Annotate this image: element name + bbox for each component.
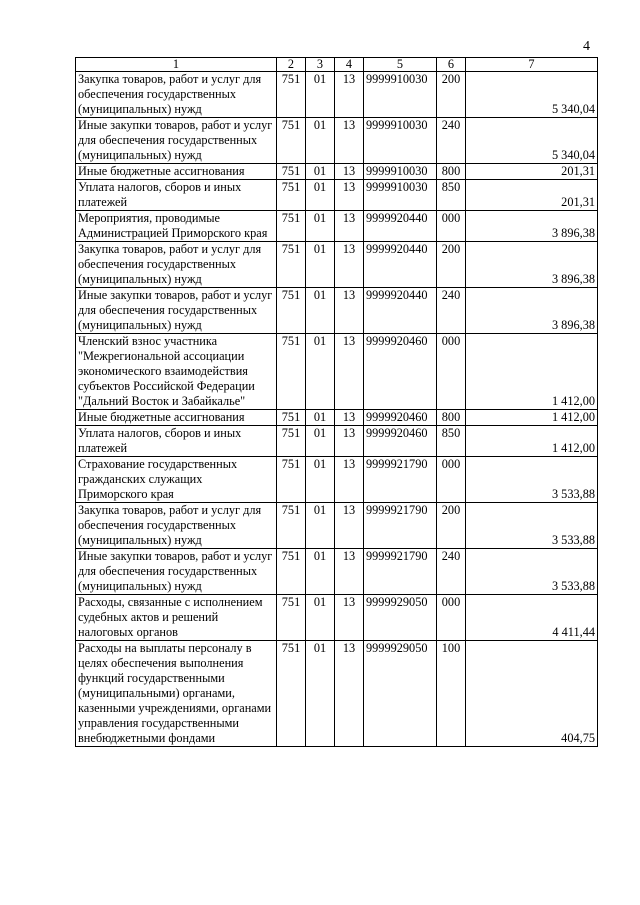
target-item-code-cell: 9999921790 xyxy=(364,549,437,595)
subsection-code-cell: 13 xyxy=(335,288,364,334)
section-code-cell: 01 xyxy=(306,211,335,242)
subsection-code-cell: 13 xyxy=(335,72,364,118)
section-code-cell: 01 xyxy=(306,72,335,118)
subsection-code-cell: 13 xyxy=(335,118,364,164)
table-row xyxy=(76,426,598,457)
section-code-cell: 01 xyxy=(306,549,335,595)
ministry-code-cell: 751 xyxy=(277,118,306,164)
column-header: 5 xyxy=(364,58,437,72)
ministry-code-cell: 751 xyxy=(277,180,306,211)
subsection-code-cell: 13 xyxy=(335,457,364,503)
expense-type-code-cell: 800 xyxy=(437,164,466,180)
ministry-code-cell: 751 xyxy=(277,211,306,242)
expense-name-cell: Иные закупки товаров, работ и услуг для обеспечения государственных (муниципальных) нужд xyxy=(76,288,277,334)
ministry-code-cell: 751 xyxy=(277,426,306,457)
subsection-code-cell: 13 xyxy=(335,211,364,242)
expense-type-code-cell: 100 xyxy=(437,641,466,747)
target-item-code-cell: 9999910030 xyxy=(364,72,437,118)
amount-cell: 201,31 xyxy=(466,164,598,180)
subsection-code-cell: 13 xyxy=(335,595,364,641)
amount-cell: 1 412,00 xyxy=(466,426,598,457)
ministry-code-cell: 751 xyxy=(277,242,306,288)
ministry-code-cell: 751 xyxy=(277,457,306,503)
expense-type-code-cell: 200 xyxy=(437,242,466,288)
section-code-cell: 01 xyxy=(306,164,335,180)
section-code-cell: 01 xyxy=(306,118,335,164)
amount-cell: 3 533,88 xyxy=(466,503,598,549)
table-row xyxy=(76,164,598,180)
expense-name-cell: Иные бюджетные ассигнования xyxy=(76,410,277,426)
target-item-code-cell: 9999910030 xyxy=(364,118,437,164)
expense-name-cell: Членский взнос участника "Межрегиональной ассоциации экономического взаимодействия субъектов Российской Федерации "Дальний Восток и Забайкалье" xyxy=(76,334,277,410)
target-item-code-cell: 9999920440 xyxy=(364,288,437,334)
table-row xyxy=(76,457,598,503)
ministry-code-cell: 751 xyxy=(277,334,306,410)
target-item-code-cell: 9999921790 xyxy=(364,503,437,549)
section-code-cell: 01 xyxy=(306,641,335,747)
section-code-cell: 01 xyxy=(306,426,335,457)
expense-type-code-cell: 000 xyxy=(437,334,466,410)
table-row xyxy=(76,180,598,211)
ministry-code-cell: 751 xyxy=(277,72,306,118)
table-row xyxy=(76,641,598,747)
amount-cell: 404,75 xyxy=(466,641,598,747)
subsection-code-cell: 13 xyxy=(335,164,364,180)
target-item-code-cell: 9999929050 xyxy=(364,595,437,641)
subsection-code-cell: 13 xyxy=(335,641,364,747)
table-row xyxy=(76,72,598,118)
amount-cell: 5 340,04 xyxy=(466,72,598,118)
target-item-code-cell: 9999920440 xyxy=(364,211,437,242)
expense-name-cell: Закупка товаров, работ и услуг для обеспечения государственных (муниципальных) нужд xyxy=(76,503,277,549)
amount-cell: 3 896,38 xyxy=(466,288,598,334)
expense-type-code-cell: 000 xyxy=(437,595,466,641)
expense-type-code-cell: 200 xyxy=(437,503,466,549)
budget-table-body xyxy=(76,58,598,747)
amount-cell: 1 412,00 xyxy=(466,334,598,410)
expense-name-cell: Уплата налогов, сборов и иных платежей xyxy=(76,180,277,211)
ministry-code-cell: 751 xyxy=(277,641,306,747)
expense-type-code-cell: 200 xyxy=(437,72,466,118)
target-item-code-cell: 9999920440 xyxy=(364,242,437,288)
column-header: 1 xyxy=(76,58,277,72)
target-item-code-cell: 9999910030 xyxy=(364,180,437,211)
table-row xyxy=(76,211,598,242)
subsection-code-cell: 13 xyxy=(335,180,364,211)
table-row xyxy=(76,334,598,410)
section-code-cell: 01 xyxy=(306,503,335,549)
ministry-code-cell: 751 xyxy=(277,503,306,549)
expense-type-code-cell: 850 xyxy=(437,426,466,457)
amount-cell: 3 896,38 xyxy=(466,211,598,242)
amount-cell: 3 533,88 xyxy=(466,549,598,595)
ministry-code-cell: 751 xyxy=(277,288,306,334)
subsection-code-cell: 13 xyxy=(335,549,364,595)
section-code-cell: 01 xyxy=(306,288,335,334)
amount-cell: 3 896,38 xyxy=(466,242,598,288)
section-code-cell: 01 xyxy=(306,180,335,211)
section-code-cell: 01 xyxy=(306,410,335,426)
expense-name-cell: Страхование государственных гражданских служащих Приморского края xyxy=(76,457,277,503)
expense-type-code-cell: 240 xyxy=(437,549,466,595)
expense-type-code-cell: 850 xyxy=(437,180,466,211)
section-code-cell: 01 xyxy=(306,457,335,503)
amount-cell: 201,31 xyxy=(466,180,598,211)
expense-name-cell: Иные бюджетные ассигнования xyxy=(76,164,277,180)
column-header: 6 xyxy=(437,58,466,72)
amount-cell: 4 411,44 xyxy=(466,595,598,641)
section-code-cell: 01 xyxy=(306,595,335,641)
column-header: 2 xyxy=(277,58,306,72)
expense-type-code-cell: 240 xyxy=(437,288,466,334)
expense-type-code-cell: 240 xyxy=(437,118,466,164)
table-header-row xyxy=(76,58,598,72)
expense-type-code-cell: 000 xyxy=(437,457,466,503)
expense-name-cell: Расходы на выплаты персоналу в целях обеспечения выполнения функций государственными (муниципальными) органами, казенными учреждениями, органами управления государственными внебюджетными фондами xyxy=(76,641,277,747)
table-row xyxy=(76,242,598,288)
table-row xyxy=(76,288,598,334)
page-number: 4 xyxy=(583,39,590,54)
budget-table xyxy=(75,57,598,747)
expense-type-code-cell: 800 xyxy=(437,410,466,426)
expense-name-cell: Расходы, связанные с исполнением судебных актов и решений налоговых органов xyxy=(76,595,277,641)
column-header: 7 xyxy=(466,58,598,72)
section-code-cell: 01 xyxy=(306,334,335,410)
expense-name-cell: Иные закупки товаров, работ и услуг для обеспечения государственных (муниципальных) нужд xyxy=(76,118,277,164)
target-item-code-cell: 9999920460 xyxy=(364,410,437,426)
column-header: 4 xyxy=(335,58,364,72)
section-code-cell: 01 xyxy=(306,242,335,288)
amount-cell: 5 340,04 xyxy=(466,118,598,164)
target-item-code-cell: 9999920460 xyxy=(364,334,437,410)
expense-name-cell: Иные закупки товаров, работ и услуг для обеспечения государственных (муниципальных) нужд xyxy=(76,549,277,595)
target-item-code-cell: 9999920460 xyxy=(364,426,437,457)
table-row xyxy=(76,595,598,641)
subsection-code-cell: 13 xyxy=(335,242,364,288)
amount-cell: 1 412,00 xyxy=(466,410,598,426)
expense-name-cell: Мероприятия, проводимые Администрацией Приморского края xyxy=(76,211,277,242)
expense-type-code-cell: 000 xyxy=(437,211,466,242)
subsection-code-cell: 13 xyxy=(335,410,364,426)
subsection-code-cell: 13 xyxy=(335,334,364,410)
expense-name-cell: Закупка товаров, работ и услуг для обеспечения государственных (муниципальных) нужд xyxy=(76,242,277,288)
table-row xyxy=(76,118,598,164)
column-header: 3 xyxy=(306,58,335,72)
ministry-code-cell: 751 xyxy=(277,549,306,595)
table-row xyxy=(76,410,598,426)
subsection-code-cell: 13 xyxy=(335,426,364,457)
ministry-code-cell: 751 xyxy=(277,410,306,426)
ministry-code-cell: 751 xyxy=(277,595,306,641)
table-row xyxy=(76,503,598,549)
target-item-code-cell: 9999929050 xyxy=(364,641,437,747)
expense-name-cell: Закупка товаров, работ и услуг для обеспечения государственных (муниципальных) нужд xyxy=(76,72,277,118)
target-item-code-cell: 9999921790 xyxy=(364,457,437,503)
table-row xyxy=(76,549,598,595)
target-item-code-cell: 9999910030 xyxy=(364,164,437,180)
subsection-code-cell: 13 xyxy=(335,503,364,549)
amount-cell: 3 533,88 xyxy=(466,457,598,503)
expense-name-cell: Уплата налогов, сборов и иных платежей xyxy=(76,426,277,457)
ministry-code-cell: 751 xyxy=(277,164,306,180)
